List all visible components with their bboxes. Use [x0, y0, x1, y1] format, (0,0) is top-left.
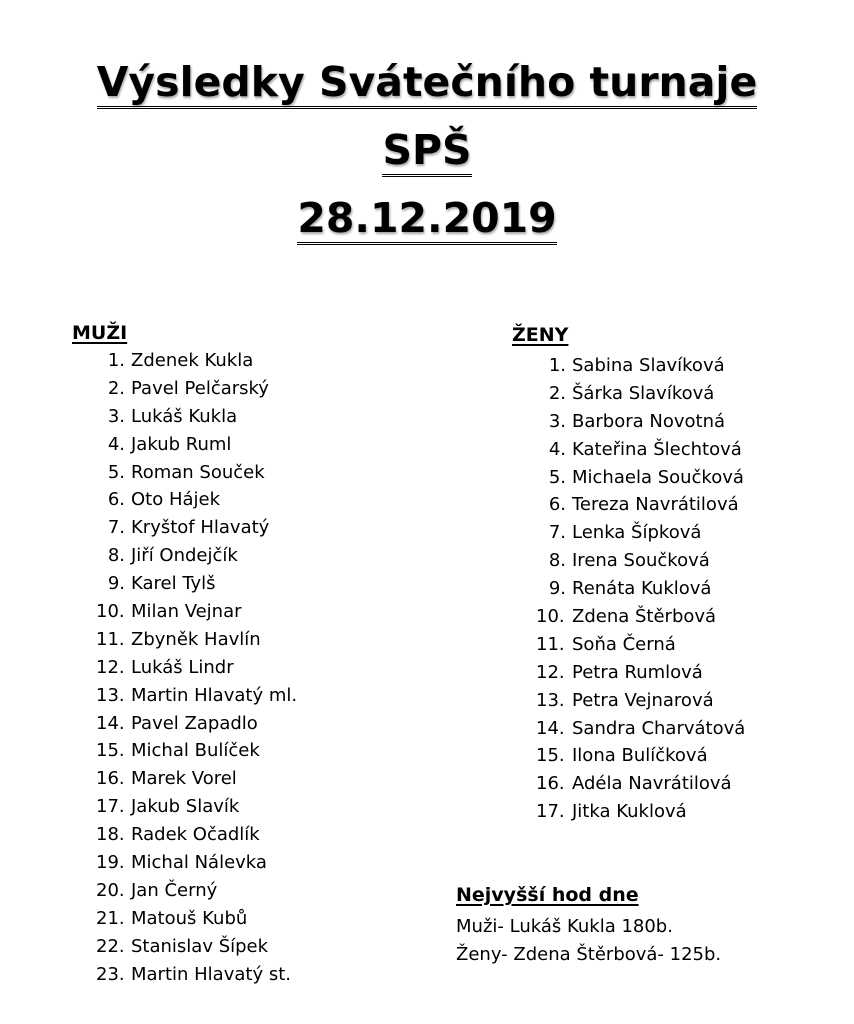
- rank-number: 11.: [96, 628, 125, 650]
- list-item: [536, 352, 745, 380]
- player-name: Lenka Šípková: [572, 522, 702, 544]
- list-item: [96, 486, 297, 514]
- title-line-2: SPŠ: [0, 116, 854, 184]
- rank-number: 4.: [548, 438, 566, 460]
- list-item: [96, 933, 297, 961]
- player-name: Jiří Ondejčík: [131, 545, 238, 567]
- player-name: Karel Tylš: [131, 573, 216, 595]
- player-name: Michaela Součková: [572, 466, 744, 488]
- player-name: Adéla Navrátilová: [572, 773, 732, 795]
- player-name: Martin Hlavatý st.: [131, 963, 291, 985]
- rank-number: 15.: [536, 745, 565, 767]
- rank-number: 4.: [107, 433, 125, 455]
- rank-number: 3.: [107, 405, 125, 427]
- player-name: Matouš Kubů: [131, 907, 248, 929]
- rank-number: 22.: [96, 935, 125, 957]
- player-name: Kryštof Hlavatý: [131, 517, 270, 539]
- player-name: Jakub Ruml: [131, 433, 232, 455]
- player-name: Renáta Kuklová: [572, 578, 712, 600]
- player-name: Petra Rumlová: [572, 661, 703, 683]
- player-name: Zbyněk Havlín: [131, 628, 261, 650]
- list-item: [96, 710, 297, 738]
- list-item: [96, 570, 297, 598]
- list-item: [96, 793, 297, 821]
- player-name: Tereza Navrátilová: [572, 494, 739, 516]
- rank-number: 20.: [96, 879, 125, 901]
- list-item: [536, 631, 745, 659]
- rank-number: 9.: [548, 578, 566, 600]
- player-name: Sabina Slavíková: [572, 355, 725, 376]
- list-item: [96, 765, 297, 793]
- player-name: Jitka Kuklová: [572, 801, 687, 823]
- player-name: Jakub Slavík: [131, 796, 240, 818]
- list-item: [96, 961, 297, 989]
- rank-number: 13.: [96, 684, 125, 706]
- list-item: [96, 347, 297, 375]
- rank-number: 10.: [536, 606, 565, 628]
- list-item: [536, 547, 745, 575]
- list-item: [536, 519, 745, 547]
- rank-number: 15.: [96, 740, 125, 762]
- rank-number: 6.: [548, 494, 566, 516]
- rank-number: 9.: [107, 573, 125, 595]
- list-item: [536, 603, 745, 631]
- player-name: Lukáš Lindr: [131, 656, 234, 678]
- list-item: [96, 514, 297, 542]
- list-item: [96, 626, 297, 654]
- best-throw-heading: Nejvyšší hod dne: [456, 884, 639, 906]
- rank-number: 7.: [107, 517, 125, 539]
- rank-number: 18.: [96, 824, 125, 846]
- list-item: [536, 408, 745, 436]
- list-item: [536, 575, 745, 603]
- list-item: [96, 821, 297, 849]
- rank-number: 3.: [548, 410, 566, 432]
- player-name: Šárka Slavíková: [572, 382, 715, 404]
- rank-number: 8.: [107, 545, 125, 567]
- rank-number: 1.: [548, 355, 566, 376]
- rank-number: 17.: [536, 801, 565, 823]
- player-name: Oto Hájek: [131, 489, 221, 511]
- list-item: [536, 491, 745, 519]
- rank-number: 16.: [536, 773, 565, 795]
- player-name: Martin Hlavatý ml.: [131, 684, 298, 706]
- list-item: [536, 380, 745, 408]
- rank-number: 14.: [536, 717, 565, 739]
- rank-number: 5.: [107, 461, 125, 483]
- document-title: [0, 48, 854, 252]
- player-name: Irena Součková: [572, 550, 710, 572]
- rank-number: 19.: [96, 852, 125, 874]
- player-name: Petra Vejnarová: [572, 689, 714, 711]
- list-item: [536, 464, 745, 492]
- list-item: [96, 431, 297, 459]
- player-name: Sandra Charvátová: [572, 717, 746, 739]
- list-item: [96, 849, 297, 877]
- list-item: [96, 542, 297, 570]
- women-section-heading: ŽENY: [512, 324, 569, 346]
- player-name: Stanislav Šípek: [131, 935, 269, 957]
- men-section-heading: MUŽI: [72, 322, 128, 344]
- list-item: [536, 798, 745, 826]
- rank-number: 12.: [96, 656, 125, 678]
- player-name: Pavel Pelčarský: [131, 377, 269, 399]
- men-results-list: [96, 347, 297, 988]
- player-name: Michal Bulíček: [131, 740, 260, 762]
- women-results-list: [536, 352, 745, 826]
- player-name: Milan Vejnar: [131, 601, 242, 623]
- player-name: Jan Černý: [131, 879, 218, 901]
- list-item: [536, 659, 745, 687]
- best-throw-men: Muži- Lukáš Kukla 180b.: [456, 916, 673, 937]
- player-name: Lukáš Kukla: [131, 405, 238, 427]
- list-item: [96, 459, 297, 487]
- rank-number: 16.: [96, 768, 125, 790]
- list-item: [96, 403, 297, 431]
- list-item: [96, 598, 297, 626]
- rank-number: 6.: [107, 489, 125, 511]
- rank-number: 23.: [96, 963, 125, 985]
- rank-number: 14.: [96, 712, 125, 734]
- best-throw-women: Ženy- Zdena Štěrbová- 125b.: [456, 944, 722, 965]
- list-item: [96, 375, 297, 403]
- list-item: [96, 682, 297, 710]
- rank-number: 12.: [536, 661, 565, 683]
- list-item: [536, 436, 745, 464]
- player-name: Marek Vorel: [131, 768, 237, 790]
- rank-number: 17.: [96, 796, 125, 818]
- player-name: Zdena Štěrbová: [572, 606, 717, 628]
- rank-number: 10.: [96, 601, 125, 623]
- rank-number: 11.: [536, 633, 565, 655]
- rank-number: 2.: [548, 382, 566, 404]
- player-name: Pavel Zapadlo: [131, 712, 258, 734]
- rank-number: 8.: [548, 550, 566, 572]
- list-item: [536, 687, 745, 715]
- list-item: [96, 877, 297, 905]
- rank-number: 13.: [536, 689, 565, 711]
- list-item: [96, 905, 297, 933]
- list-item: [96, 737, 297, 765]
- title-line-3: 28.12.2019: [0, 184, 854, 252]
- list-item: [96, 654, 297, 682]
- rank-number: 5.: [548, 466, 566, 488]
- list-item: [536, 770, 745, 798]
- player-name: Radek Očadlík: [131, 824, 260, 846]
- player-name: Soňa Černá: [572, 633, 676, 655]
- rank-number: 7.: [548, 522, 566, 544]
- rank-number: 1.: [107, 350, 125, 371]
- list-item: [536, 742, 745, 770]
- title-line-1: Výsledky Svátečního turnaje: [0, 48, 854, 116]
- rank-number: 21.: [96, 907, 125, 929]
- player-name: Kateřina Šlechtová: [572, 438, 742, 460]
- player-name: Michal Nálevka: [131, 852, 267, 874]
- player-name: Barbora Novotná: [572, 410, 726, 432]
- list-item: [536, 715, 745, 743]
- player-name: Roman Souček: [131, 461, 265, 483]
- rank-number: 2.: [107, 377, 125, 399]
- player-name: Zdenek Kukla: [131, 350, 254, 371]
- player-name: Ilona Bulíčková: [572, 745, 708, 767]
